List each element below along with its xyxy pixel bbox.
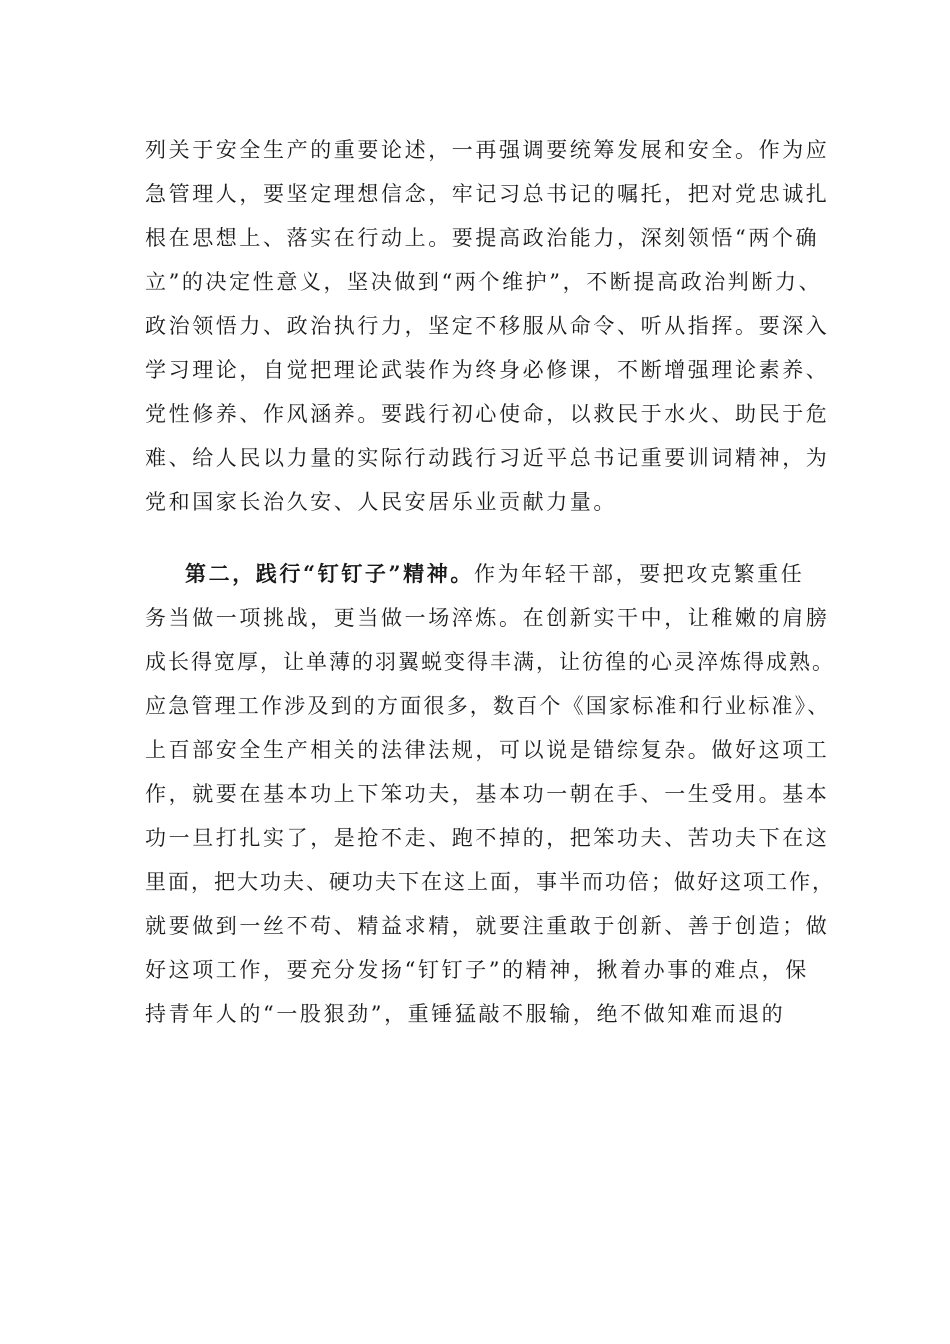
paragraph-gap bbox=[145, 524, 835, 552]
text-line: 就要做到一丝不苟、精益求精，就要注重敢于创新、善于创造；做 bbox=[145, 914, 830, 938]
text-line: 立”的决定性意义，坚决做到“两个维护”，不断提高政治判断力、 bbox=[145, 270, 823, 294]
text-line: 党性修养、作风涵养。要践行初心使命，以救民于水火、助民于危 bbox=[145, 402, 830, 426]
text-line: 难、给人民以力量的实际行动践行习近平总书记重要训词精神，为 bbox=[145, 446, 830, 470]
section-heading: 第二，践行“钉钉子”精神。 bbox=[185, 561, 474, 586]
text-line: 根在思想上、落实在行动上。要提高政治能力，深刻领悟“两个确 bbox=[145, 226, 820, 250]
paragraph-2-first-line bbox=[145, 552, 835, 596]
paragraph-2 bbox=[145, 552, 835, 1036]
text-line: 政治领悟力、政治执行力，坚定不移服从命令、听从指挥。要深入 bbox=[145, 314, 830, 338]
text-line: 应急管理工作涉及到的方面很多，数百个《国家标准和行业标准》、 bbox=[145, 694, 831, 718]
text-run: 作为年轻干部，要把攻克繁重任 bbox=[473, 562, 805, 586]
document-body bbox=[145, 128, 835, 1036]
text-line: 学习理论，自觉把理论武装作为终身必修课，不断增强理论素养、 bbox=[145, 358, 830, 382]
text-line: 持青年人的“一股狠劲”，重锤猛敲不服输，绝不做知难而退的 bbox=[145, 1002, 786, 1026]
text-line: 急管理人，要坚定理想信念，牢记习总书记的嘱托，把对党忠诚扎 bbox=[145, 182, 830, 206]
text-line: 列关于安全生产的重要论述，一再强调要统筹发展和安全。作为应 bbox=[145, 138, 830, 162]
text-line: 功一旦打扎实了，是抢不走、跑不掉的，把笨功夫、苦功夫下在这 bbox=[145, 826, 830, 850]
text-line: 务当做一项挑战，更当做一场淬炼。在创新实干中，让稚嫩的肩膀 bbox=[145, 606, 830, 630]
text-line: 里面，把大功夫、硬功夫下在这上面，事半而功倍；做好这项工作， bbox=[145, 870, 835, 894]
paragraph-1 bbox=[145, 128, 835, 524]
text-line: 好这项工作，要充分发扬“钉钉子”的精神，揪着办事的难点，保 bbox=[145, 958, 809, 982]
text-line: 上百部安全生产相关的法律法规，可以说是错综复杂。做好这项工 bbox=[145, 738, 830, 762]
text-line: 作，就要在基本功上下笨功夫，基本功一朝在手、一生受用。基本 bbox=[145, 782, 830, 806]
text-line: 成长得宽厚，让单薄的羽翼蜕变得丰满，让彷徨的心灵淬炼得成熟。 bbox=[145, 650, 835, 674]
text-line: 党和国家长治久安、人民安居乐业贡献力量。 bbox=[145, 490, 617, 514]
